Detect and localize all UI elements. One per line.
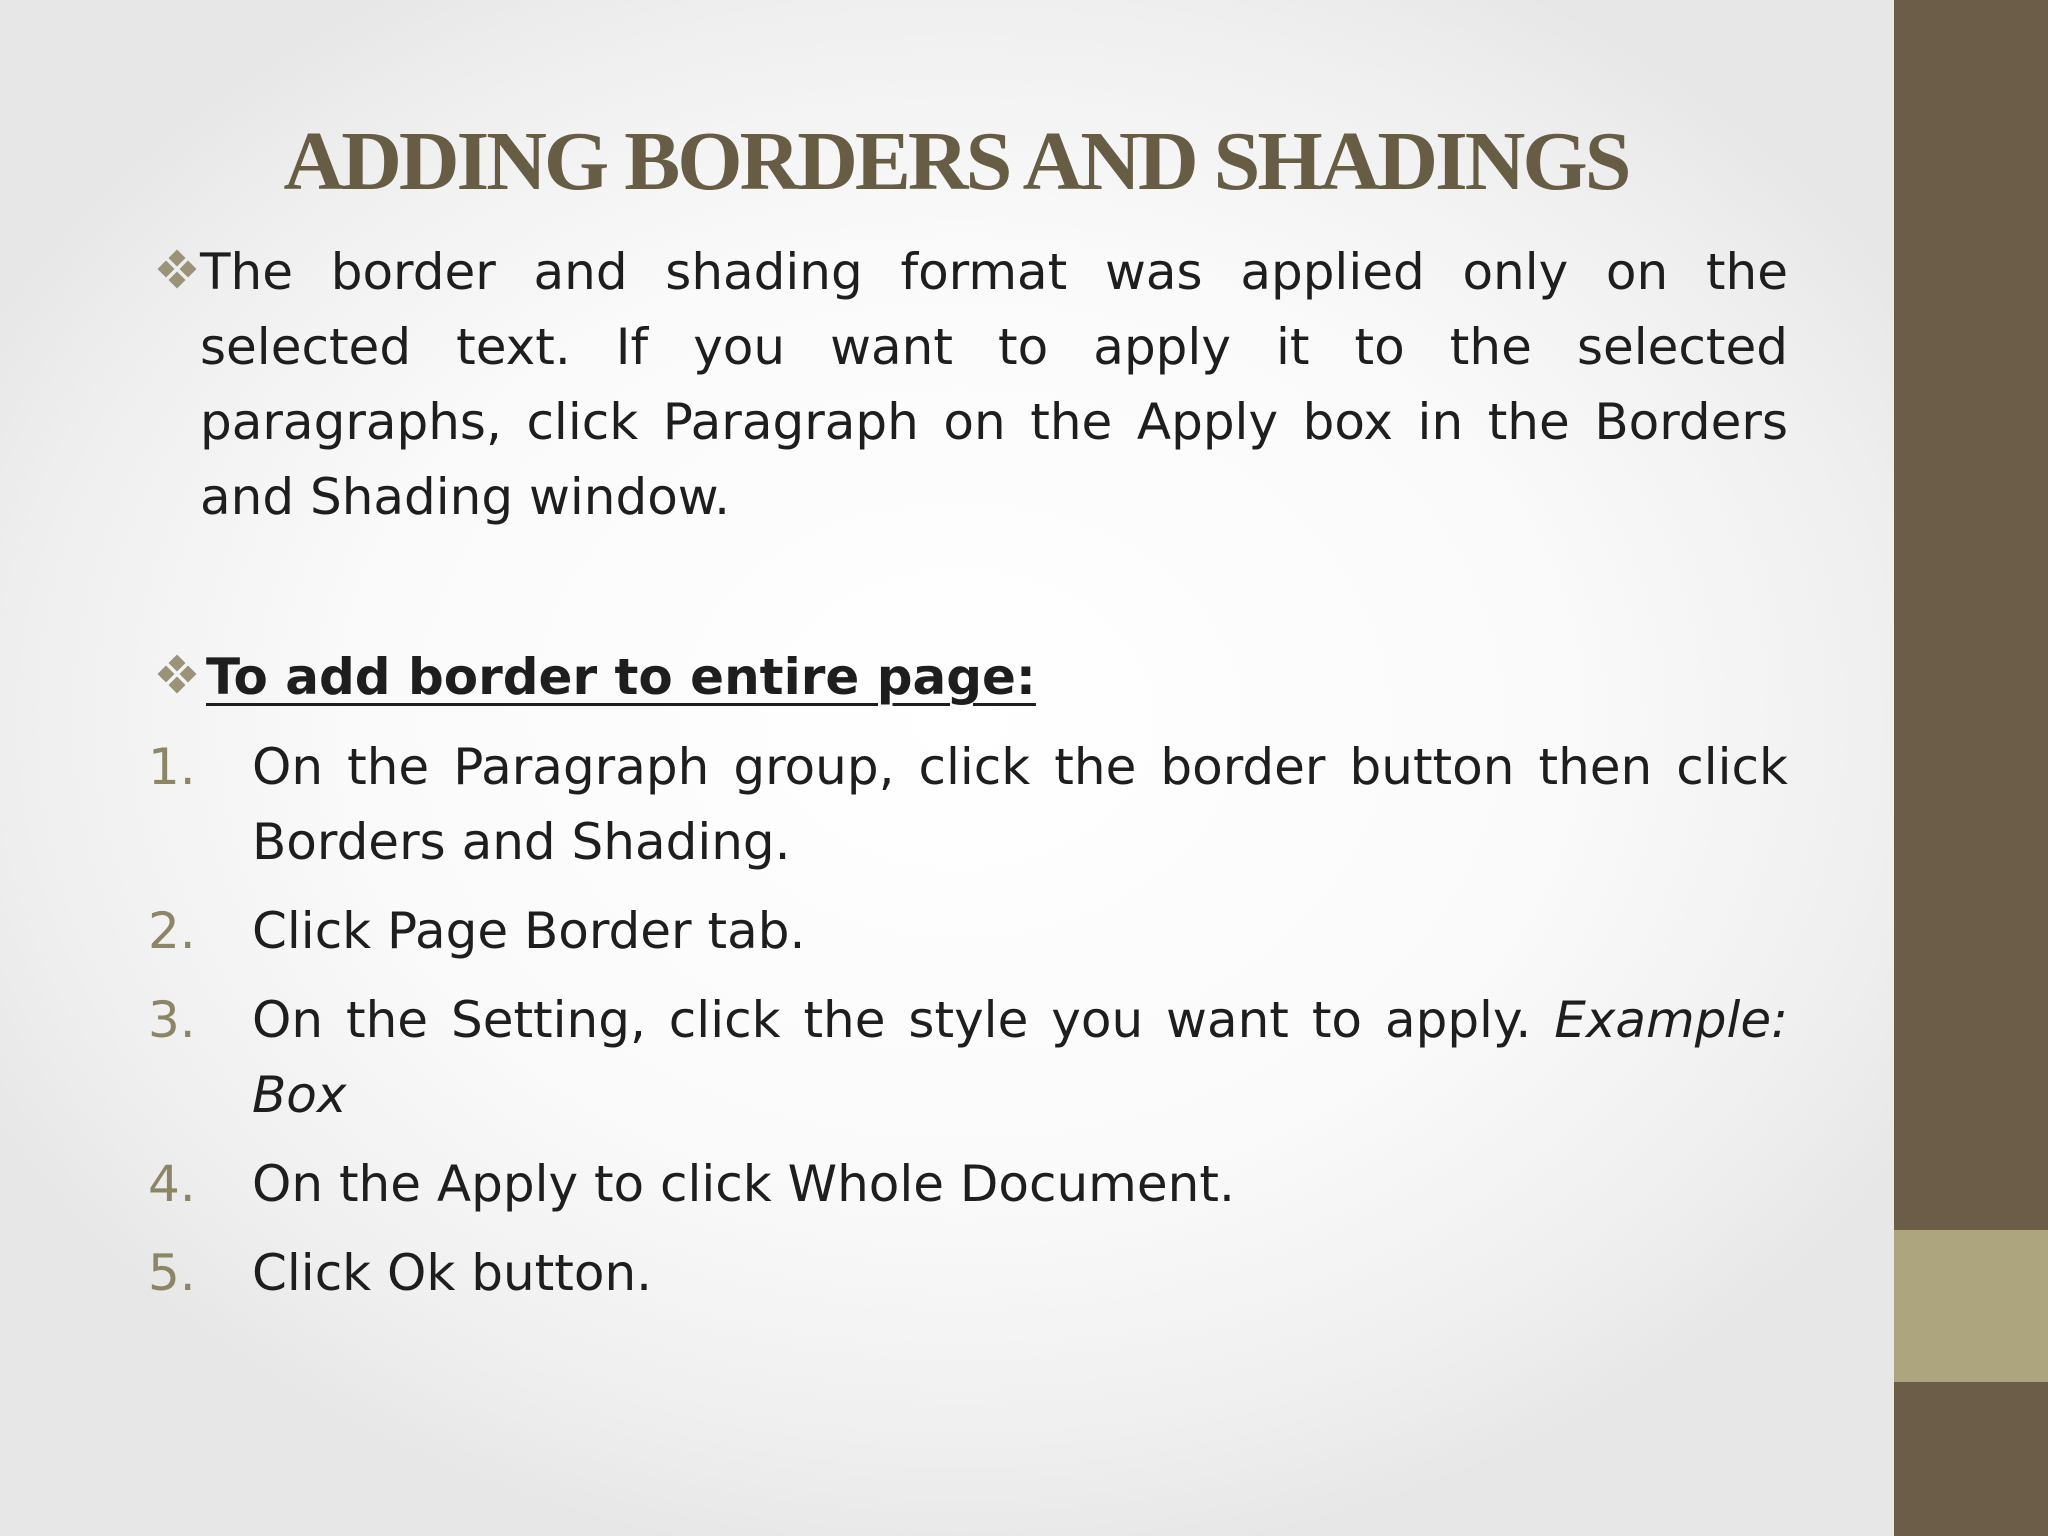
- intro-bullet: [148, 235, 1788, 535]
- intro-bullet-text: The border and shading format was applied only on the selected text. If you want to apply it to the selected paragraphs, click Paragraph on the Apply box in the Borders and Shading window.: [200, 243, 1788, 526]
- step-number: 3.: [148, 991, 196, 1049]
- sidebar-accent-block: [1894, 1230, 2048, 1382]
- slide-title: ADDING BORDERS AND SHADINGS: [283, 115, 1629, 208]
- step-example-text: Example: Box: [252, 991, 1788, 1124]
- diamond-bullet-icon: [154, 249, 200, 295]
- list-item: [148, 983, 1788, 1133]
- step-number: 2.: [148, 902, 196, 960]
- list-item: [148, 1236, 1788, 1311]
- diamond-bullet-icon: [154, 654, 200, 700]
- step-number: 4.: [148, 1155, 196, 1213]
- step-text: On the Setting, click the style you want to apply.: [252, 991, 1555, 1049]
- list-item: [148, 730, 1788, 880]
- step-text: Click Page Border tab.: [252, 902, 806, 960]
- section-heading-text: To add border to entire page:: [206, 648, 1036, 706]
- list-item: [148, 894, 1788, 969]
- step-number: 5.: [148, 1244, 196, 1302]
- step-number: 1.: [148, 738, 196, 796]
- step-text: On the Paragraph group, click the border button then click Borders and Shading.: [252, 738, 1788, 871]
- step-text: On the Apply to click Whole Document.: [252, 1155, 1235, 1213]
- list-item: [148, 1147, 1788, 1222]
- step-text: Click Ok button.: [252, 1244, 653, 1302]
- slide-body: [148, 235, 1788, 1325]
- section-heading: [148, 640, 1788, 715]
- steps-list: [148, 730, 1788, 1311]
